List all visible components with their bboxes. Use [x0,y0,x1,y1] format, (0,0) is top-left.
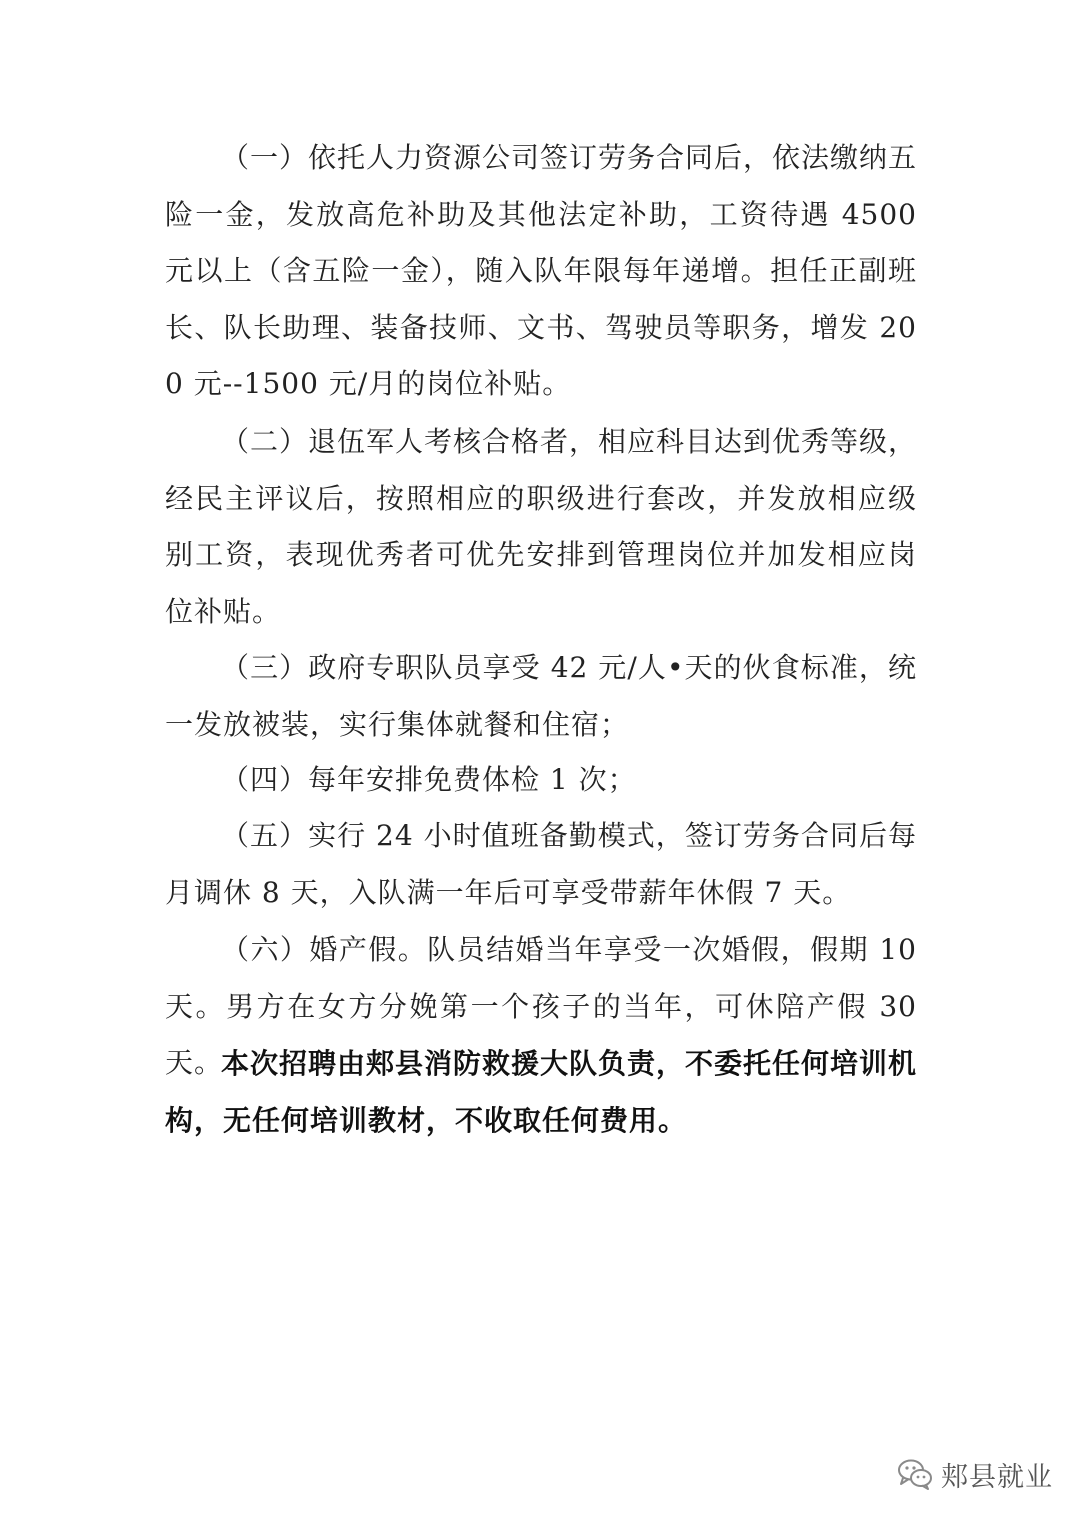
watermark-text: 郏县就业 [941,1461,1053,1493]
benefit-paragraph-1: （一）依托人力资源公司签订劳务合同后，依法缴纳五险一金，发放高危补助及其他法定补助，工资待遇 4500 元以上（含五险一金），随入队年限每年递增。担任正副班长、队长助理、装备技师、文书、驾驶员等职务，增发 200 元--1500 元/月的岗位补贴。 [165,141,918,400]
wechat-icon [897,1458,933,1490]
benefit-paragraph-3: （三）政府专职队员享受 42 元/人•天的伙食标准，统一发放被装，实行集体就餐和住宿； [165,651,917,741]
benefit-paragraph-2: （二）退伍军人考核合格者，相应科目达到优秀等级，经民主评议后，按照相应的职级进行套改，并发放相应级别工资，表现优秀者可优先安排到管理岗位并加发相应岗位补贴。 [165,425,918,628]
wechat-watermark [897,1452,1053,1496]
benefit-paragraph-4: （四）每年安排免费体检 1 次； [221,763,637,796]
benefit-paragraph-5: （五）实行 24 小时值班备勤模式，签订劳务合同后每月调休 8 天，入队满一年后可享受带薪年休假 7 天。 [165,819,917,909]
recruitment-notice: 本次招聘由郏县消防救援大队负责，不委托任何培训机构，无任何培训教材，不收取任何费用。 [165,1047,918,1137]
benefit-paragraph-6: （六）婚产假。队员结婚当年享受一次婚假，假期 10 天。男方在女方分娩第一个孩子的当年，可休陪产假 30 天。 [165,933,917,1079]
